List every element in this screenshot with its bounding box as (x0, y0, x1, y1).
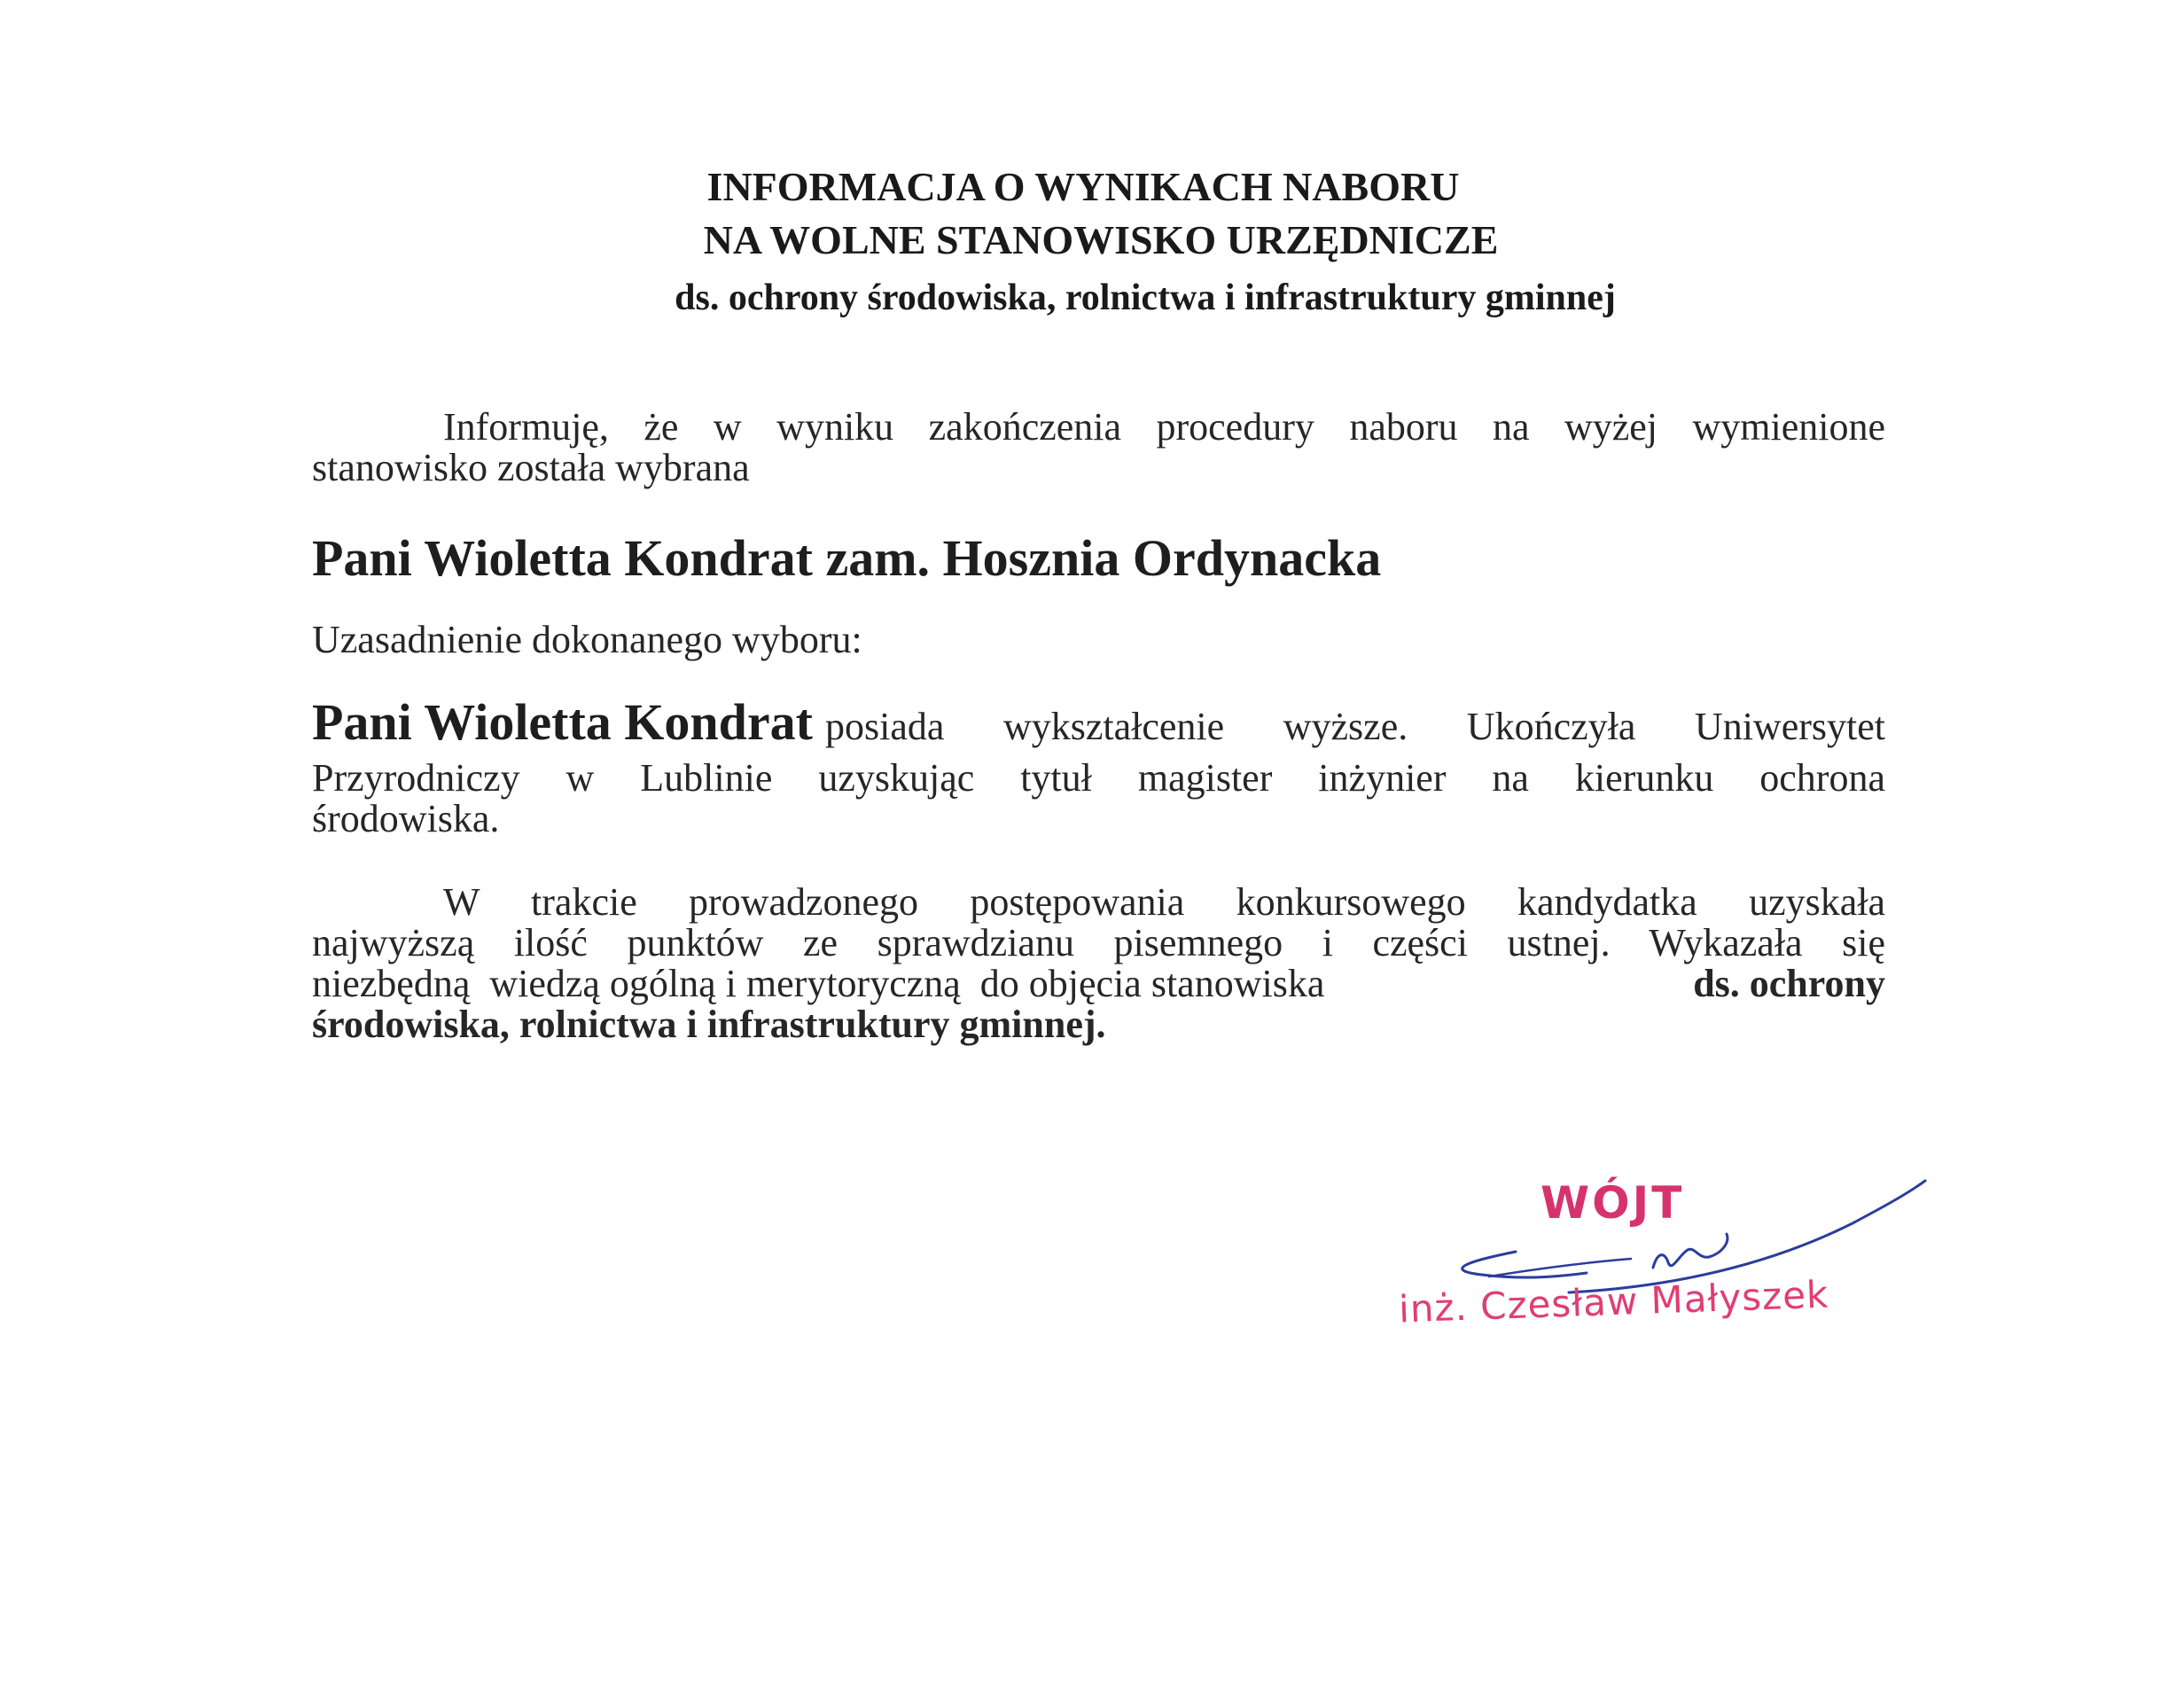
justification-paragraph (312, 693, 1885, 840)
document-title-line-1: INFORMACJA O WYNIKACH NABORU (706, 164, 1460, 209)
intro-line-2: stanowisko została wybrana (312, 446, 750, 489)
candidate-name: Pani Wioletta Kondrat (312, 693, 813, 751)
justification-label: Uzasadnienie dokonanego wyboru: (312, 618, 862, 661)
assessment-line-1: W trakcie prowadzonego postępowania konkursowego kandydatka uzyskała (443, 883, 1885, 924)
document-title-position: ds. ochrony środowiska, rolnictwa i infrastruktury gminnej (675, 277, 1616, 318)
assessment-line-2: najwyższą ilość punktów ze sprawdzianu pisemnego i części ustnej. Wykazała się (312, 924, 1885, 964)
assessment-line-3-text: niezbędną wiedzą ogólną i merytoryczną do objęcia stanowiska (312, 962, 1325, 1005)
justification-line-1 (312, 693, 1885, 759)
intro-line-1: Informuję, że w wyniku zakończenia procedury naboru na wyżej wymienione (443, 408, 1885, 449)
assessment-paragraph (312, 883, 1885, 1046)
justification-line-2: Przyrodniczy w Lublinie uzyskując tytuł magister inżynier na kierunku ochrona (312, 759, 1885, 800)
assessment-line-3 (312, 964, 1885, 1005)
assessment-position-bold-2: środowiska, rolnictwa i infrastruktury gminnej. (312, 1003, 1106, 1046)
signature-stamp (1383, 1170, 1950, 1347)
selected-candidate: Pani Wioletta Kondrat zam. Hosznia Ordynacka (312, 529, 1382, 587)
document-title-line-2: NA WOLNE STANOWISKO URZĘDNICZE (703, 217, 1499, 262)
justification-line-1-rest: posiada wykształcenie wyższe. Ukończyła Uniwersytet (825, 705, 1885, 748)
intro-paragraph (312, 408, 1885, 489)
stamp-title: WÓJT (1540, 1177, 1685, 1229)
assessment-position-bold-1: ds. ochrony (1693, 962, 1885, 1005)
stamp-name: inż. Czesław Małyszek (1398, 1272, 1830, 1331)
justification-line-3: środowiska. (312, 797, 500, 840)
